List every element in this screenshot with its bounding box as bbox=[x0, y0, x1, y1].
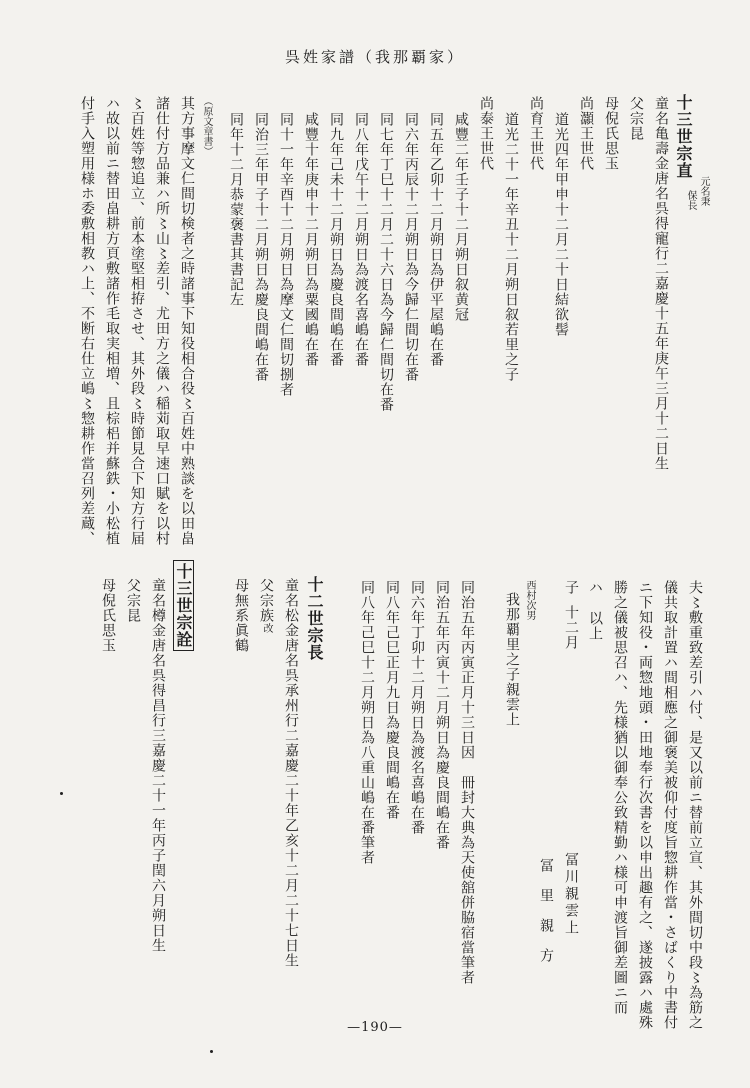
record-t2: 同治五年丙寅十二月朔日為慶良間嶋在番 bbox=[434, 580, 450, 850]
record-kettou: 道光四年甲申十二月二十日結欲髻 bbox=[553, 112, 569, 337]
ink-speck bbox=[60, 792, 63, 795]
signature-tomisato: 冨 里 親 方 bbox=[538, 858, 554, 963]
running-header: 呉姓家譜（我那覇家） bbox=[284, 48, 465, 66]
record-post-3: 同七年丁巳十二月二十六日為今歸仁間切在番 bbox=[378, 112, 394, 412]
document-text-line-4: ハ故以前ニ替田畠耕方頁敷諸作毛取実相増、且棕梠并蘇鉄・小松植 bbox=[104, 96, 120, 546]
cont-5-ijou: 以上 bbox=[587, 611, 603, 641]
a-father-text: 父宗族 bbox=[258, 578, 274, 623]
generation-title-boxed: 十三世宗詮 bbox=[173, 560, 194, 651]
a-childhood-name-line: 童名松金唐名呉承州行二嘉慶二十年乙亥十二月二十七日生 bbox=[283, 578, 299, 968]
document-text-line-1: 其方事摩文仁間切検者之時諸事下知役相合役〻百姓中熟談を以田畠 bbox=[179, 96, 195, 546]
document-text-line-5: 付手入塑用様ホ委敷相教ハ上、不断右仕立嶋〻惣耕作當召列差蔵、 bbox=[79, 96, 95, 546]
cont-5-head: ハ bbox=[587, 580, 603, 595]
record-post-6: 咸豐十年庚申十二月朔日為粟國嶋在番 bbox=[303, 112, 319, 367]
document-cont-line-1: 夫〻敷重致差引ハ付、是又以前ニ替前立宣、其外間切中段〻為筋之 bbox=[687, 580, 703, 1030]
record-commendation: 同年十二月恭蒙褒書其書記左 bbox=[228, 112, 244, 307]
generation-title-13-sochoku bbox=[674, 94, 692, 179]
document-cont-line-2: 儀共取計置ハ間相應之御褒美被仰付度旨惣耕作當・さばくり中書付 bbox=[662, 580, 678, 1030]
document-cont-line-4: 勝之儀被思召ハ、先様猶以御奉公致精勤ハ様可申渡旨御差圖ニ而 bbox=[612, 580, 628, 1015]
record-post-7: 同十一年辛酉十二月朔日為摩文仁間切捌者 bbox=[278, 112, 294, 397]
b-father-line: 父宗昆 bbox=[125, 578, 141, 623]
record-t3: 同六年丁卯十二月朔日為渡名喜嶋在番 bbox=[409, 580, 425, 835]
mother-line: 母倪氏思玉 bbox=[603, 96, 619, 171]
generation-title-13-sosen bbox=[174, 560, 192, 651]
son-title-line: 我那覇里之子親雲上 bbox=[504, 592, 520, 727]
title-note-2: 保長 bbox=[685, 190, 696, 210]
date-month: 十二月 bbox=[563, 605, 579, 650]
document-text-line-2: 諸仕付方品兼ハ所〻山〻差引、尤田方之儀ハ稲苅取早速口賦を以村 bbox=[154, 96, 170, 546]
document-date-line bbox=[562, 580, 580, 650]
document-cont-line-5 bbox=[586, 580, 604, 641]
a-mother-line: 母無系眞鶴 bbox=[233, 578, 249, 653]
document-label: （原文章書） bbox=[201, 96, 212, 156]
b-childhood-name-line: 童名樽金唐名呉得昌行三嘉慶二十一年丙子閏六月朔日生 bbox=[150, 578, 166, 953]
document-cont-line-3: ニ下知役・両惣地頭・田地奉行次書を以申出趣有之、遂披露ハ處殊 bbox=[637, 580, 653, 1030]
record-t4: 同八年己巳正月九日為慶良間嶋在番 bbox=[384, 580, 400, 820]
record-t1: 同治五年丙寅正月十三日因 冊封大典為天使舘併脇宿當筆者 bbox=[459, 580, 475, 985]
page-number: —190— bbox=[347, 1020, 403, 1035]
reign-label-shang-tai: 尚泰王世代 bbox=[478, 96, 494, 171]
record-post-5: 同九年己未十二月朔日為慶良間嶋在番 bbox=[328, 112, 344, 367]
date-year: 子 bbox=[563, 580, 579, 595]
a-father-note: 改 bbox=[261, 623, 272, 633]
childhood-name-line: 童名亀壽金唐名呉得寵行二嘉慶十五年庚午三月十二日生 bbox=[653, 96, 669, 471]
generation-title-text: 十三世宗直 bbox=[674, 94, 693, 179]
ink-speck bbox=[210, 1050, 213, 1053]
record-post-2: 同六年丙辰十二月朔日為今歸仁間切在番 bbox=[403, 112, 419, 382]
a-father-line bbox=[257, 578, 275, 633]
record-post-1: 同五年乙卯十二月朔日為伊平屋嶋在番 bbox=[428, 112, 444, 367]
father-line: 父宗昆 bbox=[628, 96, 644, 141]
title-note-1: 元名秉 bbox=[698, 176, 709, 206]
record-post-4: 同八年戊午十二月朔日為渡名喜嶋在番 bbox=[353, 112, 369, 367]
record-rank-1: 道光二十一年辛丑十二月朔日叙若里之子 bbox=[503, 112, 519, 382]
reign-label-shang-iku: 尚育王世代 bbox=[528, 96, 544, 171]
record-t5: 同八年己巳十二月朔日為八重山嶋在番筆者 bbox=[359, 580, 375, 865]
record-post-8: 同治三年甲子十二月朔日為慶良間嶋在番 bbox=[253, 112, 269, 382]
record-rank-2: 咸豐二年壬子十二月朔日叙黄冠 bbox=[453, 112, 469, 322]
reign-label-shang-hao: 尚灝王世代 bbox=[578, 96, 594, 171]
signature-tomikawa: 冨川親雲上 bbox=[563, 852, 579, 937]
son-note: 西村次男 bbox=[524, 580, 535, 620]
b-mother-line: 母倪氏思玉 bbox=[100, 578, 116, 653]
document-text-line-3: 〻百姓等惣追立、前本塗堅相拵させ、其外段〻時節見合下知方行届 bbox=[129, 96, 145, 546]
generation-title-12-socho: 十二世宗長 bbox=[305, 576, 324, 661]
